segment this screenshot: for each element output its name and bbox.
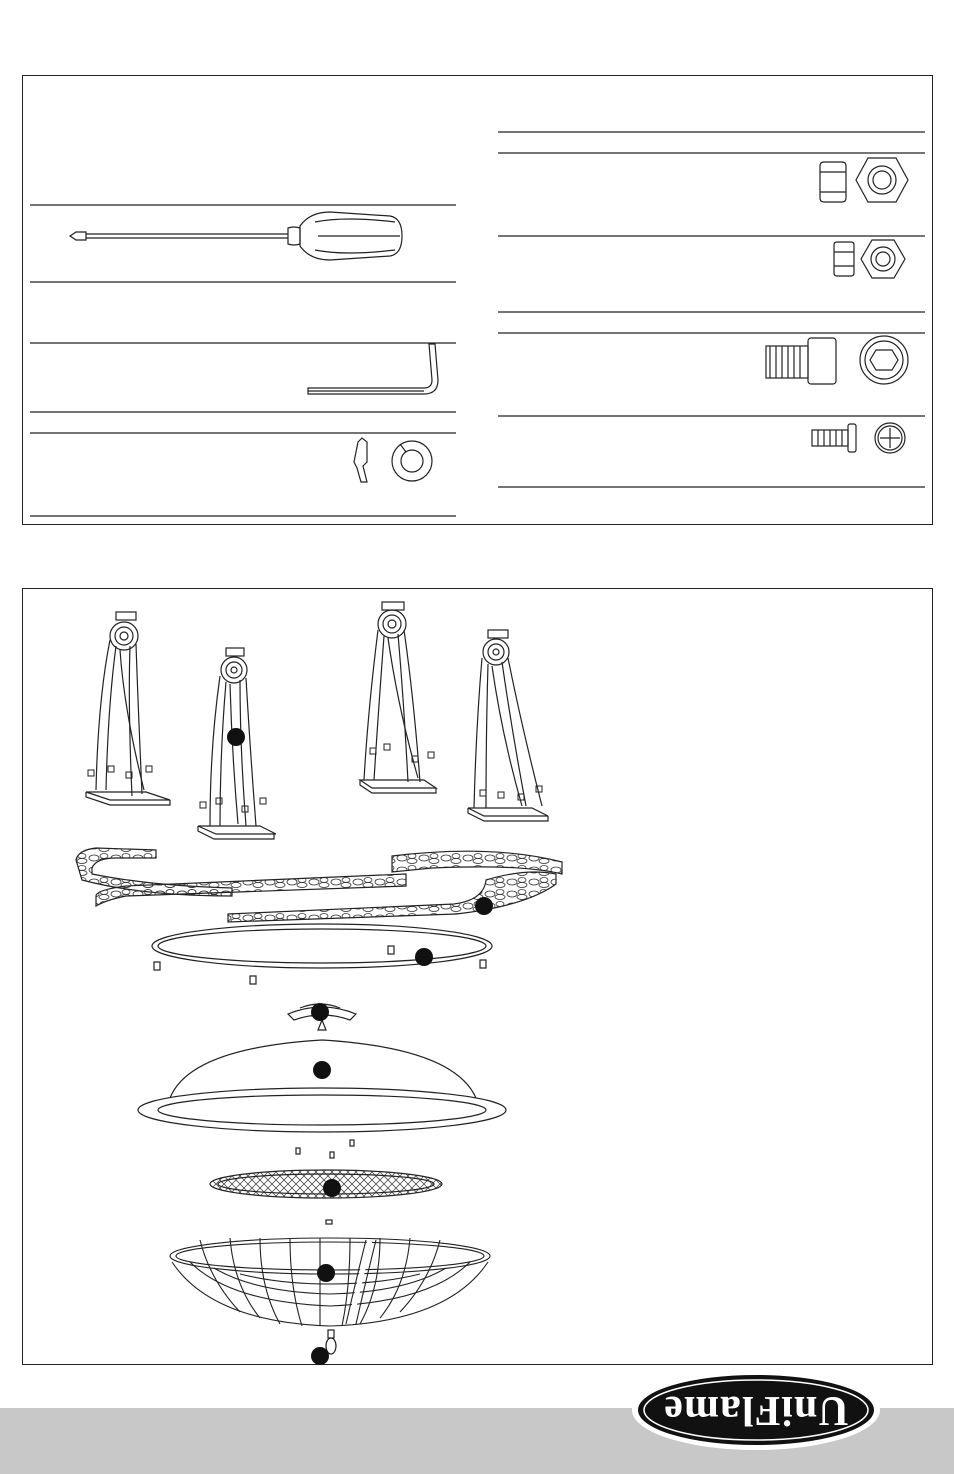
leg-4 [468, 630, 548, 821]
uniflame-logo [630, 1368, 882, 1452]
leg-1 [86, 612, 170, 805]
logo-text: UniFlame [663, 1387, 849, 1433]
fire-grate [210, 1170, 442, 1224]
handle-knob [326, 1330, 336, 1354]
leg-3 [360, 602, 436, 793]
top-ring [152, 924, 492, 984]
fire-bowl [138, 1040, 506, 1158]
spark-screen [170, 1238, 490, 1326]
